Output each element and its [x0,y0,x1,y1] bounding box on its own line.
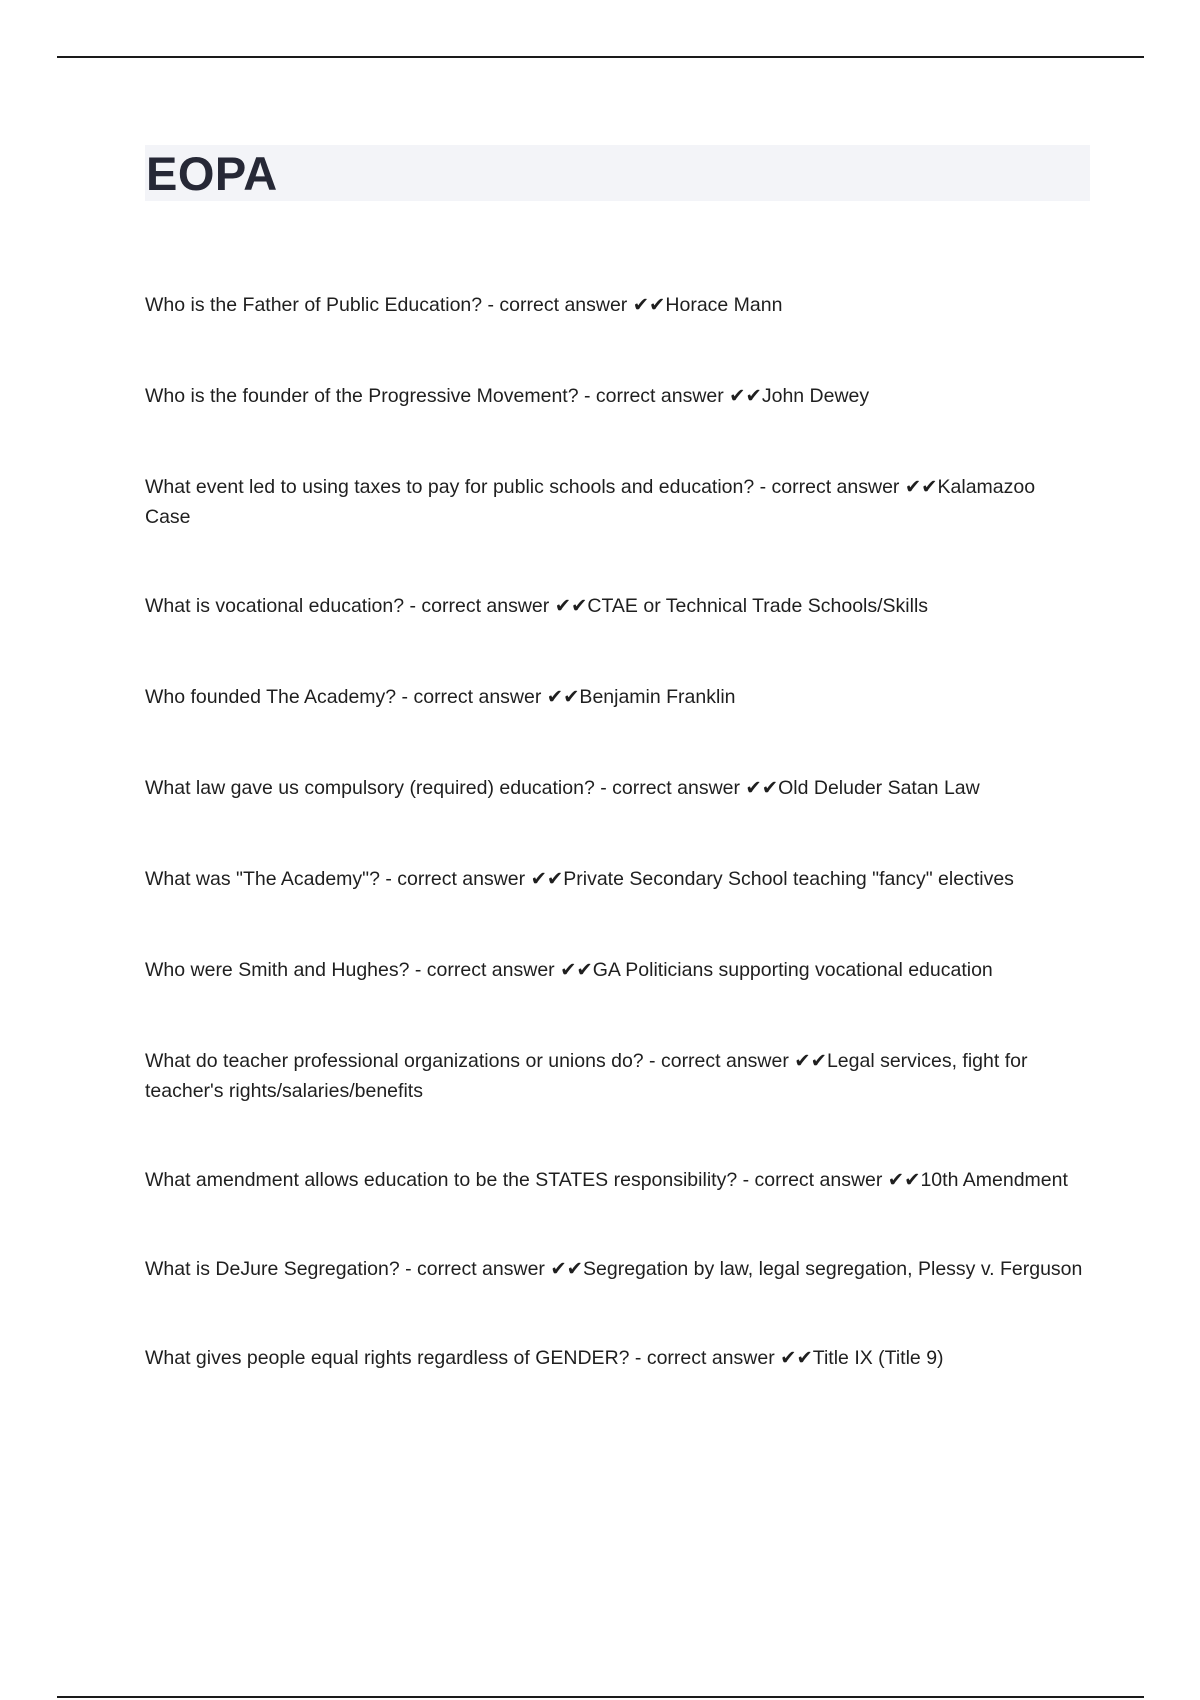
bottom-divider [57,1696,1144,1698]
qa-item: What amendment allows education to be the STATES responsibility? - correct answer ✔✔10th Amendment [145,1169,1068,1191]
qa-item: What law gave us compulsory (required) education? - correct answer ✔✔Old Deluder Satan Law [145,777,980,799]
title-background [145,145,1090,201]
qa-item: What is DeJure Segregation? - correct answer ✔✔Segregation by law, legal segregation, Plessy v. Ferguson [145,1258,1083,1280]
qa-item: Who founded The Academy? - correct answer ✔✔Benjamin Franklin [145,686,736,708]
qa-item: Who were Smith and Hughes? - correct answer ✔✔GA Politicians supporting vocational education [145,959,993,981]
qa-item: What is vocational education? - correct answer ✔✔CTAE or Technical Trade Schools/Skills [145,595,929,617]
top-divider [57,56,1144,58]
qa-item: What gives people equal rights regardless of GENDER? - correct answer ✔✔Title IX (Title 9) [145,1347,944,1369]
question-answer-list [145,290,1085,1434]
qa-item: Who is the Father of Public Education? - correct answer ✔✔Horace Mann [145,294,783,316]
qa-item: Who is the founder of the Progressive Movement? - correct answer ✔✔John Dewey [145,385,870,407]
qa-item: What was "The Academy"? - correct answer ✔✔Private Secondary School teaching "fancy" electives [145,868,1014,890]
page-title: EOPA [146,147,278,200]
qa-item: What do teacher professional organizations or unions do? - correct answer ✔✔Legal services, fight for teacher's rights/salaries/benefits [145,1050,1028,1102]
qa-item: What event led to using taxes to pay for public schools and education? - correct answer ✔✔Kalamazoo Case [145,476,1036,528]
